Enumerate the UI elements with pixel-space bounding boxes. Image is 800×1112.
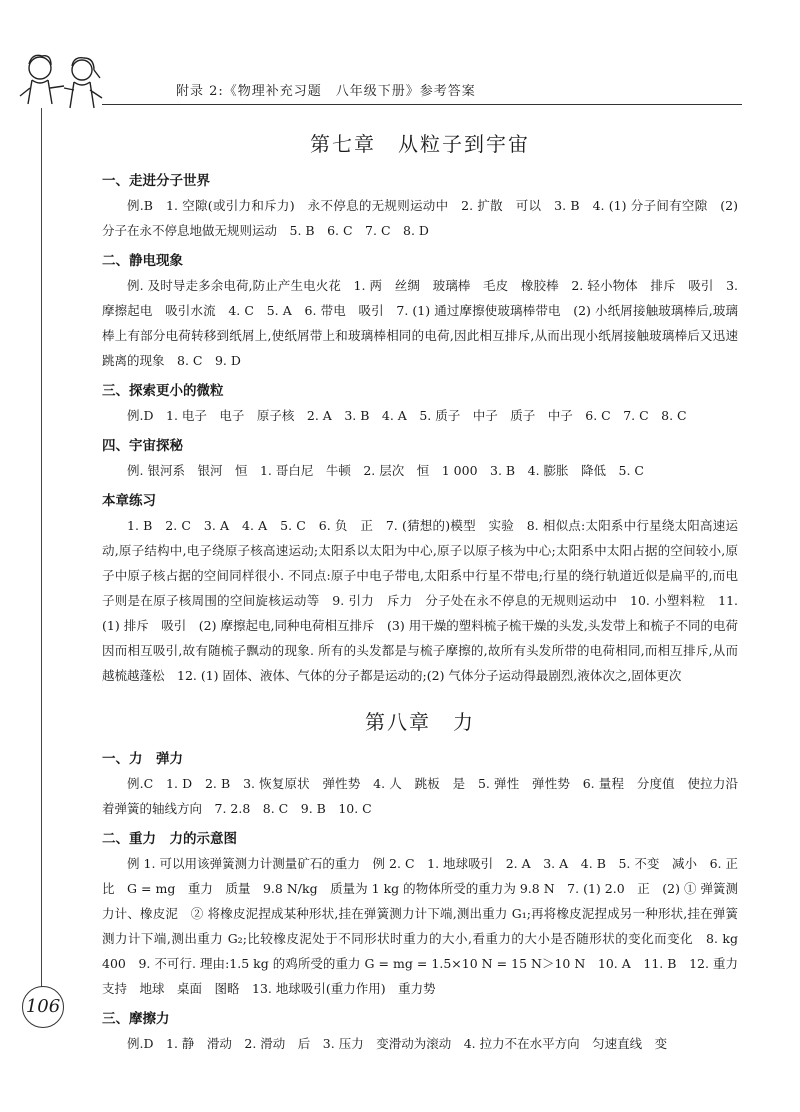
section-answers: 例.C 1. D 2. B 3. 恢复原状 弹性势 4. 人 跳板 是 5. 弹性 弹性势 6. 量程 分度值 使拉力沿着弹簧的轴线方向 7. 2.8 8. C 9. B 10. C xyxy=(102,776,738,816)
section-title: 一、力 弹力 xyxy=(102,751,183,767)
section-answers: 例. 银河系 银河 恒 1. 哥白尼 牛顿 2. 层次 恒 1 000 3. B 4. 膨胀 降低 5. C xyxy=(127,463,644,478)
margin-rule xyxy=(41,108,42,988)
page-number: 106 xyxy=(22,986,64,1028)
section-title: 三、探索更小的微粒 xyxy=(102,383,224,399)
chapter-title: 第七章 从粒子到宇宙 xyxy=(310,132,530,156)
section-title: 三、摩擦力 xyxy=(102,1011,170,1027)
answer-content xyxy=(102,118,751,1058)
section-answers: 例 1. 可以用该弹簧测力计测量矿石的重力 例 2. C 1. 地球吸引 2. A 3. A 4. B 5. 不变 减小 6. 正比 G = mg 重力 质量 9.8 N/kg 质量为 1 kg 的物体所受的重力为 9.8 N 7. (1) 2.0 正 (2) ① 弹簧测力计、橡皮泥 ② 将橡皮泥捏成某种形状,挂在弹簧测力计下端,测出重力 G₁;再将橡皮泥捏成另一种形状,挂在弹簧测力计下端,测出重力 G₂;比较橡皮泥处于不同形状时重力的大小,看重力的大小是否随形状的变化而变化 8. kg 400 9. 不可行. 理由:1.5 kg 的鸡所受的重力 G = mg = 1.5×10 N = 15 N＞10 N 10. A 11. B 12. 重力 支持 地球 桌面 图略 13. 地球吸引(重力作用) 重力势 xyxy=(102,856,751,996)
section-title: 二、静电现象 xyxy=(102,253,183,269)
section-title: 本章练习 xyxy=(102,493,156,509)
section-answers: 例.D 1. 电子 电子 原子核 2. A 3. B 4. A 5. 质子 中子 质子 中子 6. C 7. C 8. C xyxy=(127,408,687,423)
section-answers: 例.D 1. 静 滑动 2. 滑动 后 3. 压力 变滑动为滚动 4. 拉力不在水平方向 匀速直线 变 xyxy=(127,1036,668,1051)
header-title: 附录 2:《物理补充习题 八年级下册》参考答案 xyxy=(176,84,476,99)
section-answers: 例. 及时导走多余电荷,防止产生电火花 1. 两 丝绸 玻璃棒 毛皮 橡胶棒 2. 轻小物体 排斥 吸引 3. 摩擦起电 吸引水流 4. C 5. A 6. 带电 吸引 7. (1) 通过摩擦使玻璃棒带电 (2) 小纸屑接触玻璃棒后,玻璃棒上有部分电荷转移到纸屑上,使纸屑带上和玻璃棒相同的电荷,因此相互排斥,从而出现小纸屑接触玻璃棒后又迅速跳离的现象 8. C 9. D xyxy=(102,278,738,368)
section-answers: 例.B 1. 空隙(或引力和斥力) 永不停息的无规则运动中 2. 扩散 可以 3. B 4. (1) 分子间有空隙 (2) 分子在永不停息地做无规则运动 5. B 6. C 7. C 8. D xyxy=(102,198,738,238)
section-title: 二、重力 力的示意图 xyxy=(102,831,237,847)
section-title: 四、宇宙探秘 xyxy=(102,438,183,454)
children-illustration xyxy=(18,48,108,118)
section-title: 一、走进分子世界 xyxy=(102,173,210,189)
header-rule xyxy=(102,104,742,105)
section-answers: 1. B 2. C 3. A 4. A 5. C 6. 负 正 7. (猜想的)模型 实验 8. 相似点:太阳系中行星绕太阳高速运动,原子结构中,电子绕原子核高速运动;太阳系以太阳为中心,原子以原子核为中心;太阳系中太阳占据的空间较小,原子中原子核占据的空间同样很小. 不同点:原子中电子带电,太阳系中行星不带电;行星的绕行轨道近似是扁平的,而电子则是在原子核周围的空间旋核运动等 9. 引力 斥力 分子处在永不停息的无规则运动中 10. 小塑料粒 11. (1) 排斥 吸引 (2) 摩擦起电,同种电荷相互排斥 (3) 用干燥的塑料梳子梳干燥的头发,头发带上和梳子不同的电荷因而相互吸引,故有随梳子飘动的现象. 所有的头发都是与梳子摩擦的,故所有头发所带的电荷相同,而相互排斥,从而越梳越蓬松 12. (1) 固体、液体、气体的分子都是运动的;(2) 气体分子运动得最剧烈,液体次之,固体更次 xyxy=(102,518,738,683)
chapter-title: 第八章 力 xyxy=(365,710,475,734)
